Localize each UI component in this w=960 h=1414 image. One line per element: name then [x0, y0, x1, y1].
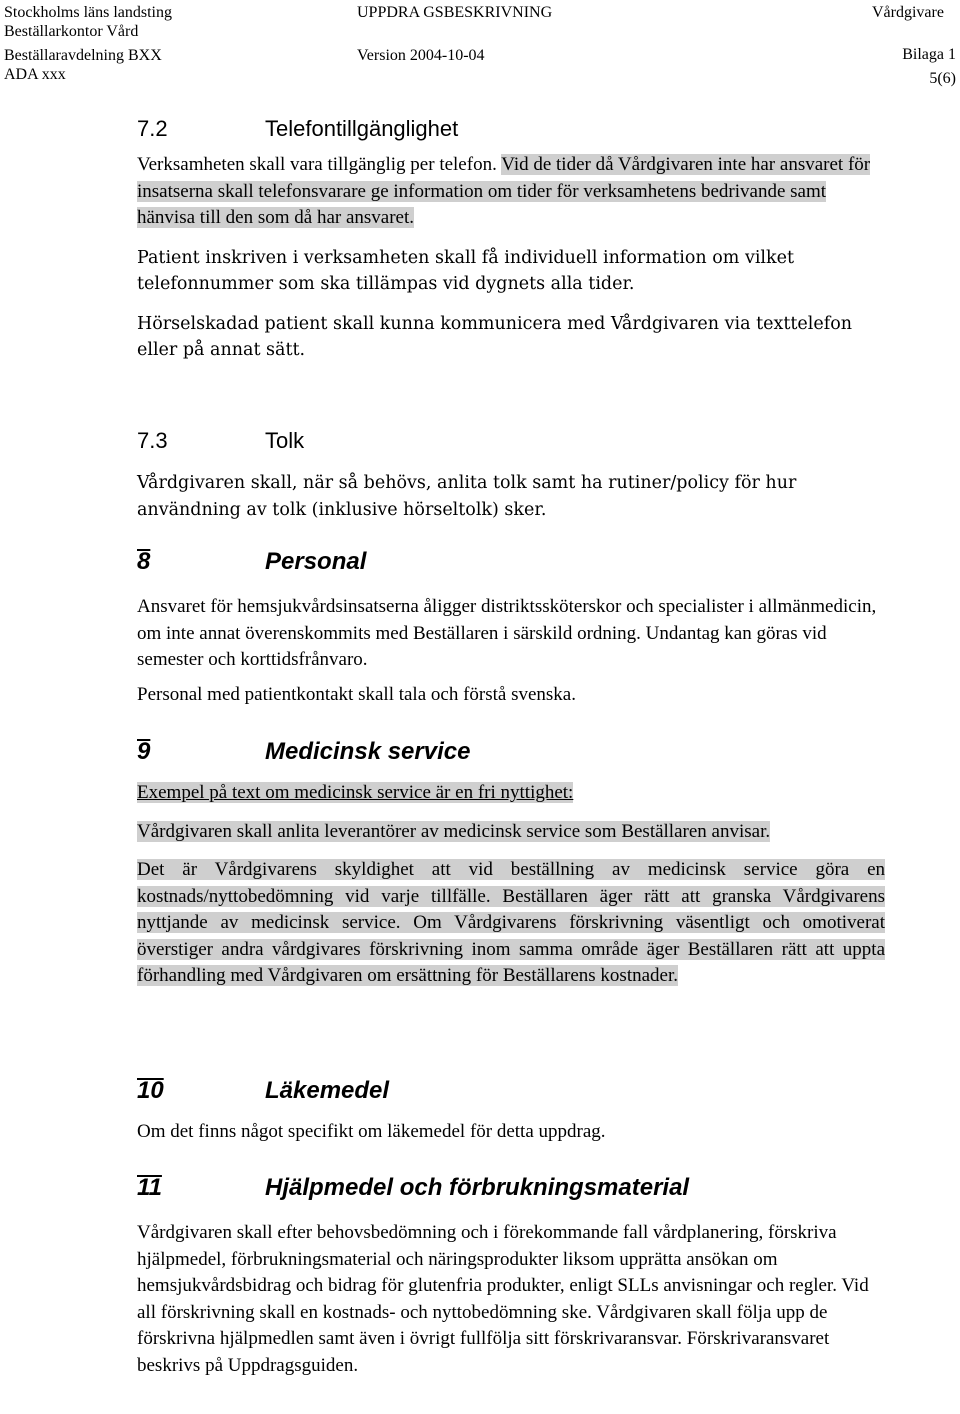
paragraph — [137, 819, 885, 846]
header-doc-type: UPPDRA GSBESKRIVNING — [357, 4, 553, 21]
section-8 — [137, 548, 885, 708]
paragraph: Ansvaret för hemsjukvårdsinsatserna åligger distriktssköterskor och specialister i allmänmedicin, om inte annat överenskommits med Beställaren i särskild ordning. Undantag kan göras vid semester och korttidsfrånvaro. — [137, 596, 877, 670]
header-version: Version 2004-10-04 — [357, 47, 485, 64]
paragraph — [137, 857, 885, 990]
section-number: 10 — [137, 1077, 164, 1104]
paragraph-intro — [137, 780, 885, 807]
paragraph: Personal med patientkontakt skall tala och förstå svenska. — [137, 683, 576, 705]
section-heading — [137, 428, 885, 454]
header-org: Stockholms läns landsting — [4, 4, 172, 21]
section-heading — [137, 548, 885, 576]
section-title: Tolk — [265, 428, 305, 453]
paragraph: Hörselskadad patient skall kunna kommunicera med Vårdgivaren via texttelefon eller på annat sätt. — [137, 313, 852, 360]
section-title: Personal — [265, 548, 367, 575]
header-vardgivare: Vårdgivare — [872, 4, 944, 21]
paragraph: Vårdgivaren skall efter behovsbedömning och i förekommande fall vårdplanering, förskriva hjälpmedel, förbrukningsmaterial och näringsprodukter liksom upprätta ansökan om hemsjukvårdsbidrag och bidrag för glutenfria produkter, enligt SLLs anvisningar och regler. Vid all förskrivning skall en kostnads- och nyttobedömning ske. Vårdgivaren skall följa upp de förskrivna hjälpmedlen samt även i övrigt fullfölja sitt förskrivaransvar. Förskrivaransvaret beskrivs på Uppdragsguiden. — [137, 1222, 869, 1376]
section-heading — [137, 1077, 885, 1105]
header-department: Beställaravdelning BXX — [4, 47, 162, 64]
highlighted-text: Vid de tider då Vårdgivaren inte har ansvaret för insatserna skall telefonsvarare ge information om tider för verksamhetens bedrivande samt hänvisa till den som då har ansvaret. — [137, 154, 871, 228]
header-office: Beställarkontor Vård — [4, 23, 139, 40]
section-title: Hjälpmedel och förbrukningsmaterial — [265, 1174, 690, 1201]
section-title: Telefontillgänglighet — [265, 116, 459, 141]
header-bilaga: Bilaga 1 — [902, 46, 956, 63]
section-10 — [137, 1077, 885, 1146]
header-right — [872, 3, 944, 22]
highlighted-text: Exempel på text om medicinsk service är en fri nyttighet: — [137, 782, 574, 803]
paragraph: Patient inskriven i verksamheten skall få individuell information om vilket telefonnummer som ska tillämpas vid dygnets alla tider. — [137, 247, 795, 294]
highlighted-text: Det är Vårdgivarens skyldighet att vid beställning av medicinsk service göra en kostnads/nyttobedömning vid varje tillfälle. Beställaren äger rätt att granska Vårdgivarens nyttjande av medicinsk service. Om Vårdgivarens förskrivning väsentligt och omotiverat överstiger andra vårdgivares förskrivning inom samma område äger Beställaren rätt att uppta förhandling med Vårdgivaren om ersättning för Beställarens kostnader. — [137, 859, 885, 986]
section-number: 9 — [137, 738, 151, 765]
section-number: 11 — [137, 1174, 162, 1201]
section-heading — [137, 738, 885, 766]
paragraph — [137, 152, 885, 232]
header-ada: ADA xxx — [4, 66, 66, 83]
section-title: Medicinsk service — [265, 738, 471, 765]
header-page-number: 5(6) — [929, 70, 956, 87]
section-heading — [137, 116, 885, 142]
section-7-2 — [137, 116, 885, 364]
section-heading — [137, 1174, 885, 1202]
paragraph: Om det finns något specifikt om läkemedel för detta uppdrag. — [137, 1121, 606, 1142]
section-number: 8 — [137, 548, 151, 575]
section-number: 7.3 — [137, 428, 168, 453]
highlighted-text: Vårdgivaren skall anlita leverantörer av medicinsk service som Beställaren anvisar. — [137, 820, 771, 842]
section-7-3 — [137, 428, 885, 523]
paragraph-text: Verksamheten skall vara tillgänglig per telefon. — [137, 154, 502, 175]
section-title: Läkemedel — [265, 1077, 390, 1104]
section-9 — [137, 738, 885, 990]
section-11 — [137, 1174, 885, 1379]
paragraph: Vårdgivaren skall, när så behövs, anlita tolk samt ha rutiner/policy för hur användning av tolk (inklusive hörseltolk) sker. — [137, 473, 797, 520]
header-center — [357, 3, 552, 65]
section-number: 7.2 — [137, 116, 168, 141]
header-left — [4, 3, 172, 84]
